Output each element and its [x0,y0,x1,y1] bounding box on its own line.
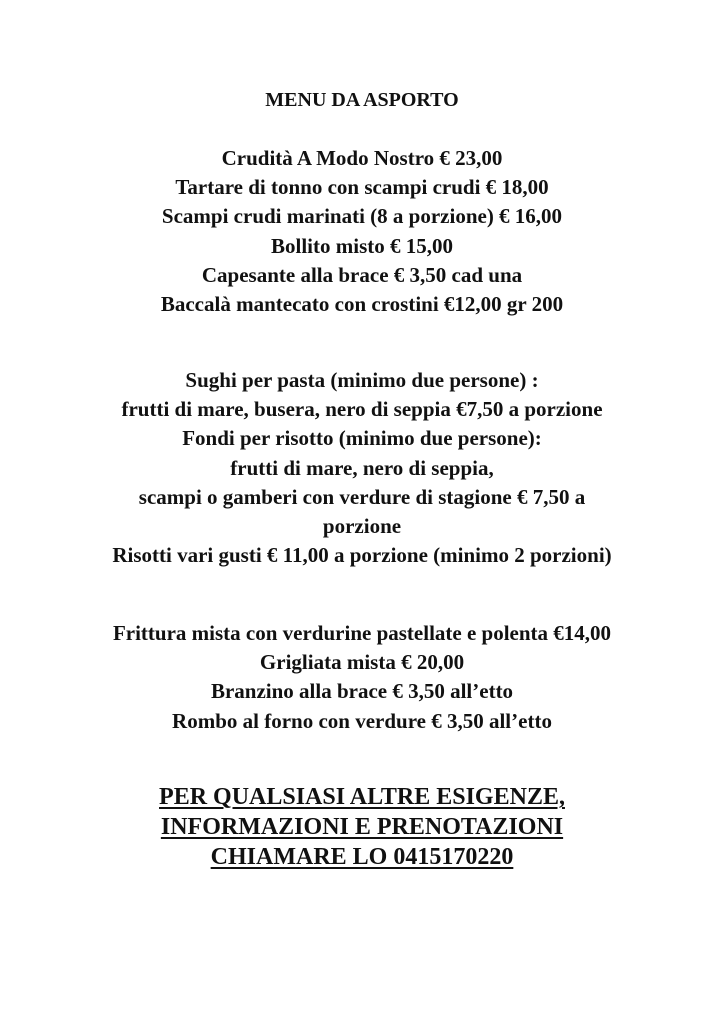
contact-phone: CHIAMARE LO 0415170220 [210,844,514,870]
menu-item: Fondi per risotto (minimo due persone): [182,426,542,451]
menu-item: frutti di mare, busera, nero di seppia €7,50 a porzione [121,397,603,422]
menu-item: Tartare di tonno con scampi crudi € 18,00 [175,175,549,200]
menu-section-antipasti [0,144,724,319]
menu-item: porzione [322,514,402,539]
menu-item: Bollito misto € 15,00 [271,233,453,258]
menu-item: Sughi per pasta (minimo due persone) : [185,368,539,392]
menu-section-secondi [0,619,724,736]
menu-item: frutti di mare, nero di seppia, [230,455,494,480]
menu-item: Scampi crudi marinati (8 a porzione) € 16,00 [161,204,563,229]
menu-item: Frittura mista con verdurine pastellate e polenta €14,00 [112,621,612,645]
menu-item: Branzino alla brace € 3,50 all’etto [210,679,514,704]
menu-item: Risotti vari gusti € 11,00 a porzione (minimo 2 porzioni) [112,543,612,568]
contact-line: PER QUALSIASI ALTRE ESIGENZE, [159,784,565,810]
menu-item: Crudità A Modo Nostro € 23,00 [221,146,503,170]
menu-item: Rombo al forno con verdure € 3,50 all’etto [172,708,552,733]
contact-line: INFORMAZIONI E PRENOTAZIONI [160,814,564,840]
menu-title: MENU DA ASPORTO [265,89,459,111]
contact-notice [0,782,724,872]
menu-item: scampi o gamberi con verdure di stagione € 7,50 a [138,484,586,509]
menu-item: Baccalà mantecato con crostini €12,00 gr 200 [160,292,564,317]
menu-item: Grigliata mista € 20,00 [259,650,465,675]
menu-item: Capesante alla brace € 3,50 cad una [201,262,523,287]
menu-section-primi [0,366,724,570]
